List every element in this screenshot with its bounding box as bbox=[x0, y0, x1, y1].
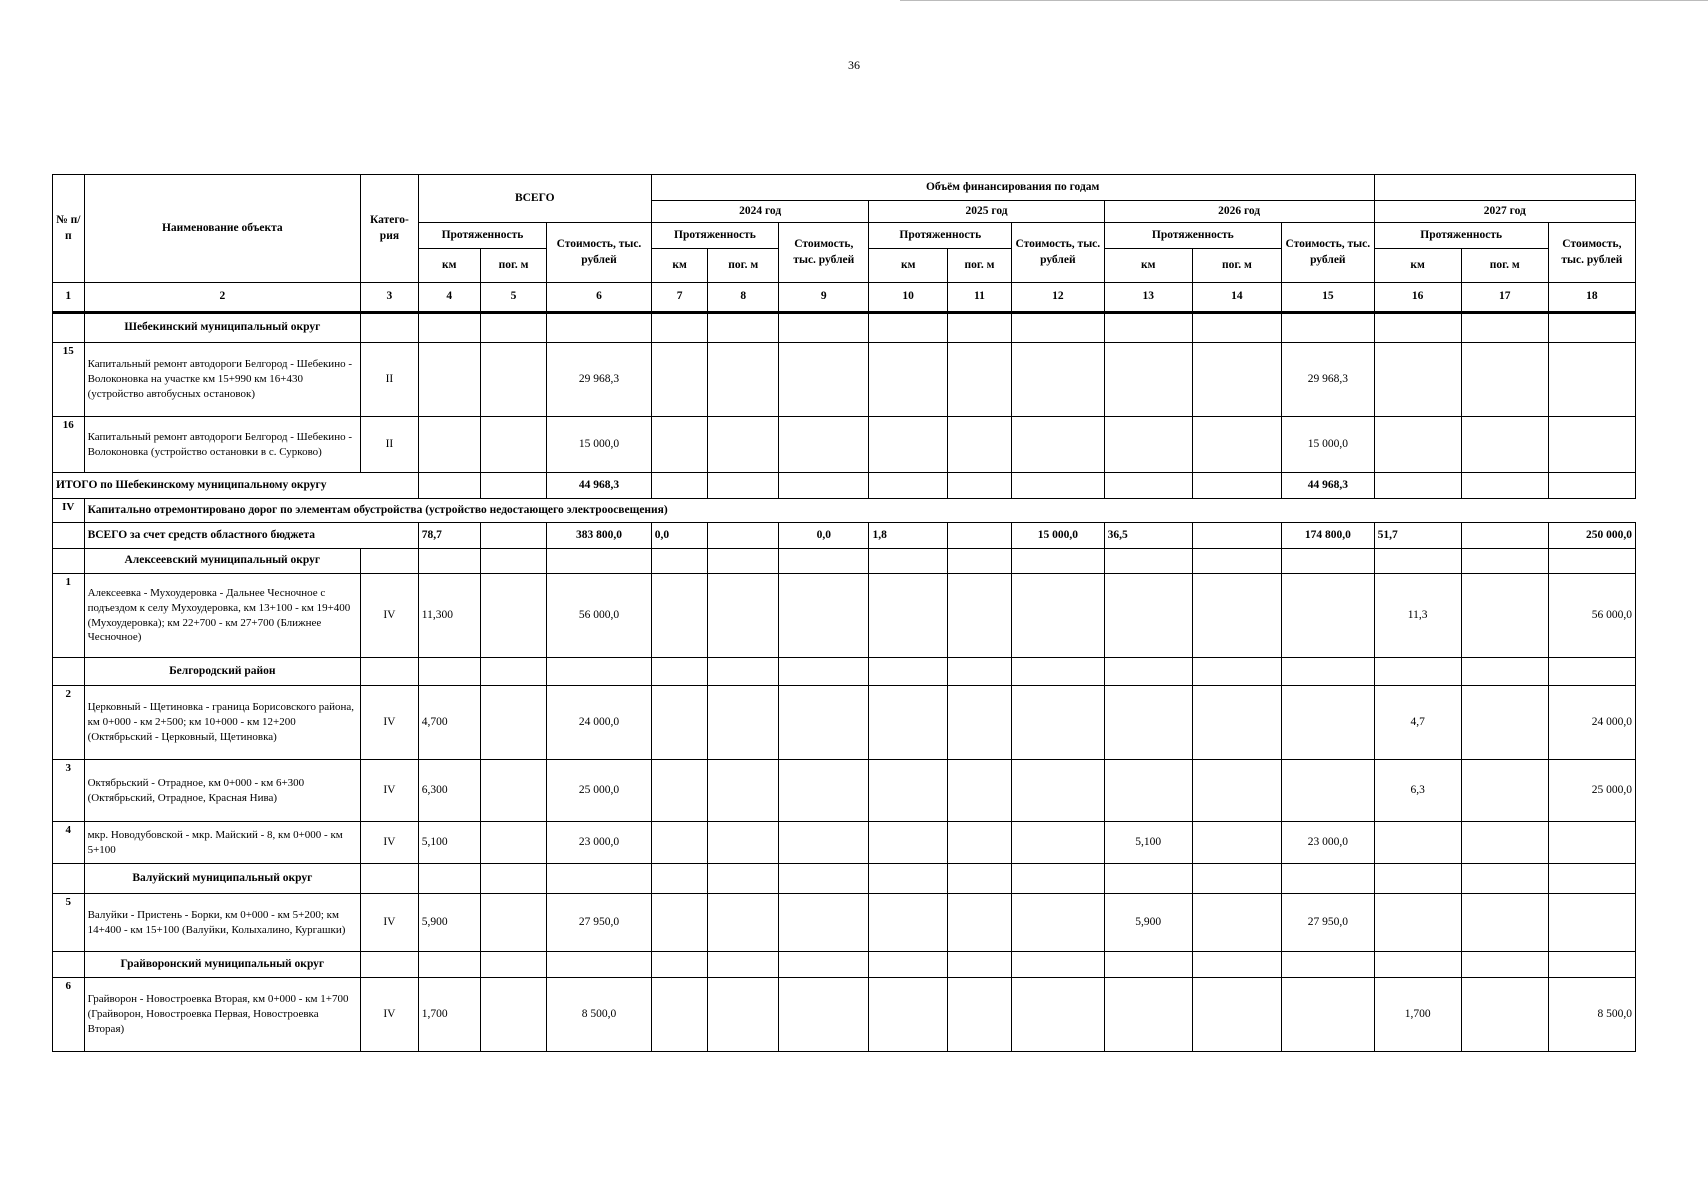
header-m: пог. м bbox=[947, 249, 1011, 283]
scan-edge-line bbox=[900, 0, 1708, 1]
category: IV bbox=[361, 978, 419, 1052]
row-number: 16 bbox=[53, 417, 85, 473]
header-year-2026: 2026 год bbox=[1104, 201, 1374, 223]
header-cost: Стоимость, тыс. рублей bbox=[1282, 223, 1375, 283]
total-cost: 8 500,0 bbox=[547, 978, 652, 1052]
cost-2025: 15 000,0 bbox=[1012, 523, 1105, 549]
table-row bbox=[53, 574, 1636, 658]
km-2025: 1,8 bbox=[869, 523, 947, 549]
cost-2026: 174 800,0 bbox=[1282, 523, 1375, 549]
table-row bbox=[53, 822, 1636, 864]
km-2027: 6,3 bbox=[1374, 760, 1461, 822]
total-cost: 23 000,0 bbox=[547, 822, 652, 864]
header-length: Протяженность bbox=[1374, 223, 1548, 249]
section-title: Капитально отремонтировано дорог по элементам обустройства (устройство недостающего электроосвещения) bbox=[84, 499, 1635, 523]
table-row bbox=[53, 760, 1636, 822]
length-km: 6,300 bbox=[418, 760, 480, 822]
category: IV bbox=[361, 574, 419, 658]
total-km: 78,7 bbox=[418, 523, 480, 549]
subtotal-row bbox=[53, 473, 1636, 499]
total-cost: 29 968,3 bbox=[547, 343, 652, 417]
table-row bbox=[53, 343, 1636, 417]
cost-2027: 250 000,0 bbox=[1548, 523, 1635, 549]
row-number: 4 bbox=[53, 822, 85, 864]
category: IV bbox=[361, 822, 419, 864]
length-km: 5,900 bbox=[418, 894, 480, 952]
row-number: 2 bbox=[53, 686, 85, 760]
header-length: Протяженность bbox=[869, 223, 1012, 249]
col-number: 10 bbox=[869, 283, 947, 313]
district-header: Шебекинский муниципальный округ bbox=[84, 313, 361, 343]
header-total: ВСЕГО bbox=[418, 175, 651, 223]
header-year-2024: 2024 год bbox=[651, 201, 869, 223]
cost-2024: 0,0 bbox=[779, 523, 869, 549]
subtotal-cost: 44 968,3 bbox=[547, 473, 652, 499]
header-cost: Стоимость, тыс. рублей bbox=[779, 223, 869, 283]
total-cost: 27 950,0 bbox=[547, 894, 652, 952]
total-cost: 24 000,0 bbox=[547, 686, 652, 760]
header-length: Протяженность bbox=[651, 223, 778, 249]
total-row bbox=[53, 523, 1636, 549]
col-number: 17 bbox=[1461, 283, 1548, 313]
section-number: IV bbox=[53, 499, 85, 523]
length-km: 1,700 bbox=[418, 978, 480, 1052]
cost-2027: 56 000,0 bbox=[1548, 574, 1635, 658]
total-cost: 56 000,0 bbox=[547, 574, 652, 658]
object-name: мкр. Новодубовской - мкр. Майский - 8, км 0+000 - км 5+100 bbox=[84, 822, 361, 864]
row-number: 6 bbox=[53, 978, 85, 1052]
header-funding: Объём финансирования по годам bbox=[651, 175, 1374, 201]
header-km: км bbox=[869, 249, 947, 283]
header-m: пог. м bbox=[1461, 249, 1548, 283]
length-km: 4,700 bbox=[418, 686, 480, 760]
col-number: 18 bbox=[1548, 283, 1635, 313]
object-name: Капитальный ремонт автодороги Белгород - Шебекино - Волоконовка (устройство остановки в с. Сурково) bbox=[84, 417, 361, 473]
header-cost: Стоимость, тыс. рублей bbox=[547, 223, 652, 283]
col-number: 7 bbox=[651, 283, 708, 313]
cost-2026: 29 968,3 bbox=[1282, 343, 1375, 417]
district-header: Белгородский район bbox=[84, 658, 361, 686]
financing-table bbox=[52, 174, 1636, 1052]
km-2026: 5,900 bbox=[1104, 894, 1192, 952]
district-header: Валуйский муниципальный округ bbox=[84, 864, 361, 894]
cost-2027: 25 000,0 bbox=[1548, 760, 1635, 822]
category: IV bbox=[361, 686, 419, 760]
col-number: 3 bbox=[361, 283, 419, 313]
table-row bbox=[53, 417, 1636, 473]
header-m: пог. м bbox=[480, 249, 546, 283]
km-2027: 1,700 bbox=[1374, 978, 1461, 1052]
total-cost: 15 000,0 bbox=[547, 417, 652, 473]
header-year-2027: 2027 год bbox=[1374, 201, 1635, 223]
total-label: ВСЕГО за счет средств областного бюджета bbox=[84, 523, 418, 549]
category: II bbox=[361, 417, 419, 473]
cost-2027: 8 500,0 bbox=[1548, 978, 1635, 1052]
page-number: 36 bbox=[848, 58, 860, 72]
object-name: Грайворон - Новостроевка Вторая, км 0+000 - км 1+700 (Грайворон, Новостроевка Первая, Новостроевка Вторая) bbox=[84, 978, 361, 1052]
header-km: км bbox=[1104, 249, 1192, 283]
col-number: 8 bbox=[708, 283, 779, 313]
object-name: Капитальный ремонт автодороги Белгород - Шебекино - Волоконовка на участке км 15+990 км 16+430 (устройство автобусных остановок) bbox=[84, 343, 361, 417]
table-row bbox=[53, 894, 1636, 952]
subtotal-label: ИТОГО по Шебекинскому муниципальному округу bbox=[53, 473, 419, 499]
district-header: Грайворонский муниципальный округ bbox=[84, 952, 361, 978]
col-number: 15 bbox=[1282, 283, 1375, 313]
row-number: 3 bbox=[53, 760, 85, 822]
header-cost: Стоимость, тыс. рублей bbox=[1548, 223, 1635, 283]
cost-2026: 15 000,0 bbox=[1282, 417, 1375, 473]
col-number: 9 bbox=[779, 283, 869, 313]
header-km: км bbox=[418, 249, 480, 283]
header-m: пог. м bbox=[1192, 249, 1281, 283]
header-name: Наименование объекта bbox=[84, 175, 361, 283]
total-cost: 25 000,0 bbox=[547, 760, 652, 822]
object-name: Алексеевка - Мухоудеровка - Дальнее Чесночное с подъездом к селу Мухоудеровка, км 13+100 - км 19+400 (Мухоудеровка); км 22+700 - км 27+700 (Ближнее Чесночное) bbox=[84, 574, 361, 658]
row-number: 15 bbox=[53, 343, 85, 417]
header-no: № п/п bbox=[53, 175, 85, 283]
km-2026: 36,5 bbox=[1104, 523, 1192, 549]
table-row bbox=[53, 978, 1636, 1052]
header-km: км bbox=[651, 249, 708, 283]
length-km: 11,300 bbox=[418, 574, 480, 658]
object-name: Церковный - Щетиновка - граница Борисовского района, км 0+000 - км 2+500; км 10+000 - км 12+200 (Октябрьский - Церковный, Щетиновка) bbox=[84, 686, 361, 760]
object-name: Валуйки - Пристень - Борки, км 0+000 - км 5+200; км 14+400 - км 15+100 (Валуйки, Колыхалино, Кургашки) bbox=[84, 894, 361, 952]
category: IV bbox=[361, 894, 419, 952]
cost-2027: 24 000,0 bbox=[1548, 686, 1635, 760]
col-number: 12 bbox=[1012, 283, 1105, 313]
km-2024: 0,0 bbox=[651, 523, 708, 549]
table-row bbox=[53, 686, 1636, 760]
object-name: Октябрьский - Отрадное, км 0+000 - км 6+300 (Октябрьский, Отрадное, Красная Нива) bbox=[84, 760, 361, 822]
header-category: Катего-рия bbox=[361, 175, 419, 283]
col-number: 11 bbox=[947, 283, 1011, 313]
length-km: 5,100 bbox=[418, 822, 480, 864]
km-2026: 5,100 bbox=[1104, 822, 1192, 864]
col-number: 13 bbox=[1104, 283, 1192, 313]
km-2027: 11,3 bbox=[1374, 574, 1461, 658]
section-row bbox=[53, 499, 1636, 523]
row-number: 5 bbox=[53, 894, 85, 952]
col-number: 5 bbox=[480, 283, 546, 313]
col-number: 16 bbox=[1374, 283, 1461, 313]
subtotal-cost-2026: 44 968,3 bbox=[1282, 473, 1375, 499]
header-km: км bbox=[1374, 249, 1461, 283]
category: IV bbox=[361, 760, 419, 822]
col-number: 6 bbox=[547, 283, 652, 313]
cost-2026: 23 000,0 bbox=[1282, 822, 1375, 864]
row-number: 1 bbox=[53, 574, 85, 658]
cost-2026: 27 950,0 bbox=[1282, 894, 1375, 952]
km-2027: 51,7 bbox=[1374, 523, 1461, 549]
header-length: Протяженность bbox=[418, 223, 546, 249]
col-number: 2 bbox=[84, 283, 361, 313]
header-length: Протяженность bbox=[1104, 223, 1281, 249]
header-year-2025: 2025 год bbox=[869, 201, 1104, 223]
total-cost: 383 800,0 bbox=[547, 523, 652, 549]
district-header: Алексеевский муниципальный округ bbox=[84, 549, 361, 574]
col-number: 14 bbox=[1192, 283, 1281, 313]
col-number: 1 bbox=[53, 283, 85, 313]
category: II bbox=[361, 343, 419, 417]
header-m: пог. м bbox=[708, 249, 779, 283]
km-2027: 4,7 bbox=[1374, 686, 1461, 760]
header-cost: Стоимость, тыс. рублей bbox=[1012, 223, 1105, 283]
col-number: 4 bbox=[418, 283, 480, 313]
